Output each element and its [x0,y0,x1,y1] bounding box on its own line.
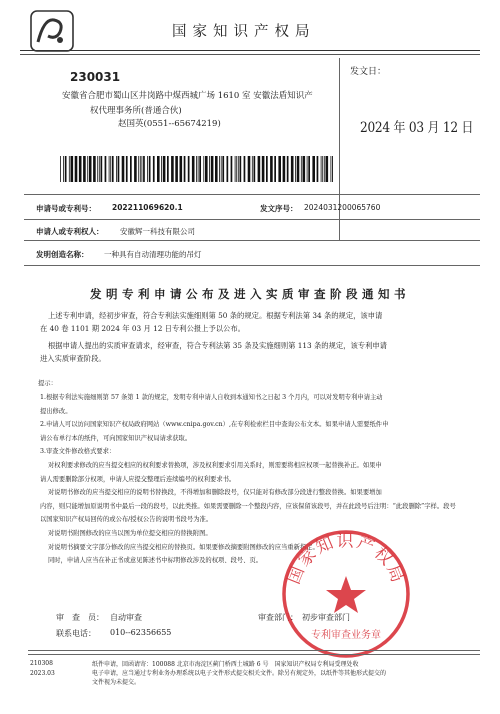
barcode-bar [266,156,268,182]
barcode-bar [149,156,151,182]
barcode-bar [105,156,107,182]
svg-text:国家知识产权局: 国家知识产权局 [283,531,409,588]
barcode-bar [93,156,96,182]
issue-date-label: 发文日： [350,67,387,77]
footer-rule-thin [28,654,480,655]
barcode-bar [134,156,137,182]
barcode-bar [227,156,229,182]
barcode-bar [278,156,281,182]
app-no-value: 202211069620.1 [112,203,183,212]
hint-line: 内容，则只能增加原说明书中最后一段的段号，以此类推。如果需要删除一个整段内容，应该保留该段号，并在此段号后注明：“此段删除”字样。段号 [40,502,456,510]
hint-line: 2.申请人可以访问国家知识产权局政府网站（www.cnipa.gov.cn）,在专利检索栏目中查询公布文本。如果申请人需要纸件申 [40,421,389,429]
hint-line: 对说明书摘要文字部分修改的应当提交相应的替换页。如果要修改摘要附图修改的应当重新指定。 [48,543,319,551]
barcode-bar [69,156,70,182]
barcode-bar [301,156,302,182]
applicant-value: 安徽辉一科技有限公司 [120,227,195,236]
hint-line: 对说明书修改的应当提交相应的说明书替换段，不得增加和删除段号，仅只能对有修改部分段进行整段替换。如果要增加 [48,489,382,497]
app-no-label: 申请号或专利号： [36,204,96,213]
form-version: 2023.03 [30,670,55,677]
examiner-label: 审 查 员： [56,613,104,622]
barcode-bar [140,156,141,182]
barcode-bar [295,156,296,182]
barcode-bar [199,156,201,182]
barcode-bar [196,156,197,182]
invention-value: 一种具有自动清理功能的吊灯 [104,250,202,259]
form-code: 210308 [30,660,53,667]
barcode-bar [83,156,86,182]
notice-para2-line1: 根据申请人提出的实质审查请求，经审查，符合专利法第 35 条及实施细则第 113 条的规定，该专利申请 [48,341,387,350]
barcode-bar [297,156,300,182]
invention-label: 发明创造名称： [36,250,89,259]
barcode-bar [116,156,117,182]
address-line-3: 赵国英(0551--65674219) [118,119,221,129]
barcode-bar [99,156,100,182]
barcode-bar [97,156,98,182]
barcode-bar [157,156,160,182]
postcode: 230031 [70,70,121,84]
barcode-bar [248,156,251,182]
row-divider [24,265,480,266]
barcode-bar [324,156,325,182]
barcode-bar [283,156,286,182]
barcode-bar [101,156,103,182]
barcode-bar [270,156,273,182]
footer-line-2: 电子申请，应当通过专利业务办理系统以电子文件形式提交相关文件。除另有规定外，以纸件等其他形式提交的 [92,670,387,677]
applicant-label: 申请人或专利权人： [36,227,104,236]
barcode-bar [122,156,125,182]
barcode-bar [303,156,306,182]
barcode-bar [75,156,78,182]
barcode-bar [326,156,329,182]
barcode-bar [205,156,208,182]
row-divider [24,240,480,241]
barcode-bar [231,156,233,182]
barcode [60,156,333,182]
barcode-bar [254,156,256,182]
barcode-bar [126,156,128,182]
hint-line: 同时，申请人应当在补正书或意见陈述书中标明修改涉及的权项、段号、页。 [48,557,263,565]
barcode-bar [317,156,319,182]
barcode-bar [180,156,183,182]
barcode-bar [244,156,246,182]
notice-para2-line2: 进入实质审查阶段。 [40,354,106,363]
hint-line: 以国家知识产权局回传的或公布/授权公告的说明书段号为准。 [40,516,213,524]
barcode-bar [209,156,210,182]
barcode-bar [143,156,145,182]
footer-line-3: 文件视为未提交。 [92,679,141,686]
barcode-bar [118,156,120,182]
barcode-bar [222,156,224,182]
notice-title: 发明专利申请公布及进入实质审查阶段通知书 [90,287,410,301]
barcode-bar [211,156,214,182]
barcode-bar [312,156,315,182]
barcode-bar [188,156,190,182]
barcode-bar [307,156,308,182]
barcode-bar [240,156,242,182]
phone-label: 联系电话： [56,629,96,638]
examiner-value: 自动审查 [110,613,142,622]
barcode-bar [153,156,155,182]
barcode-bar [221,156,222,182]
barcode-bar [163,156,166,182]
hint-line: 提出修改。 [40,407,72,415]
row-divider [24,194,480,195]
barcode-bar [63,156,64,182]
barcode-bar [308,156,310,182]
dept-label: 审查部门： [258,613,298,622]
barcode-bar [147,156,148,182]
barcode-bar [198,156,199,182]
notice-para1-line2: 在 40 卷 1101 期 2024 年 03 月 12 日专利公报上予以公布。 [40,324,245,333]
cnipa-logo-icon [30,10,74,52]
barcode-bar [235,156,236,182]
header-rule [20,50,480,51]
footer-line-1: 纸件申请，回函请寄：100088 北京市海淀区蓟门桥西土城路 6 号 国家知识产权局专利局受理处收 [92,661,359,668]
barcode-bar [184,156,186,182]
barcode-bar [109,156,110,182]
barcode-bar [252,156,253,182]
hint-line: 1.根据专利法实施细则第 57 条第 1 款的规定，发明专利申请人自收到本通知书之日起 3 个月内，可以对发明专利申请主动 [40,394,383,401]
barcode-bar [215,156,218,182]
barcode-bar [138,156,139,182]
barcode-bar [219,156,220,182]
official-seal-icon [276,524,416,664]
barcode-bar [291,156,294,182]
barcode-bar [89,156,92,182]
barcode-bar [60,156,61,182]
barcode-bar [112,156,114,182]
office-name: 国家知识产权局 [172,24,316,40]
barcode-bar [258,156,261,182]
barcode-bar [175,156,178,182]
svg-text:专利审查业务章: 专利审查业务章 [311,630,381,641]
barcode-bar [331,156,332,182]
barcode-bar [287,156,289,182]
address-line-2: 权代理事务所(普通合伙) [90,106,182,116]
hints-heading: 提示： [38,380,57,387]
barcode-bar [262,156,265,182]
address-line-1: 安徽省合肥市蜀山区井岗路中煤西城广场 1610 室 安徽法盾知识产 [62,91,313,101]
barcode-bar [203,156,204,182]
hint-line: 对说明书附图修改的应当以图为单位提交相应的替换附图。 [48,530,212,537]
hint-line: 3.审查文件修改格式要求： [40,448,116,456]
issue-date-value: 2024 年 03 月 12 日 [360,120,474,136]
barcode-bar [71,156,74,182]
barcode-bar [167,156,169,182]
header-rule-thin [20,54,480,55]
barcode-bar [110,156,111,182]
barcode-bar [65,156,67,182]
barcode-bar [79,156,82,182]
footer-rule [28,650,480,651]
barcode-bar [274,156,276,182]
dept-value: 初步审查部门 [302,613,350,622]
notice-para1-line1: 上述专利申请，经初步审查，符合专利法实施细则第 50 条的规定。根据专利法第 34 条的规定，该申请 [48,311,383,320]
barcode-bar [192,156,195,182]
barcode-bar [171,156,174,182]
phone-value: 010--62356655 [110,628,172,637]
serial-label: 发文序号： [260,204,298,213]
barcode-bar [321,156,322,182]
barcode-bar [142,156,143,182]
serial-value: 2024031200065760 [304,203,381,212]
barcode-bar [87,156,88,182]
barcode-bar [332,156,333,182]
barcode-bar [236,156,237,182]
barcode-bar [161,156,162,182]
hint-line: 请人需要删除部分权项，申请人应提交整理后连续编号的权利要求书。 [40,475,236,483]
barcode-bar [238,156,239,182]
row-divider [24,219,480,220]
hint-line: 请公布单行本的纸件，可向国家知识产权局请求获取。 [40,434,192,442]
hint-line: 对权利要求修改的应当提交相应的权利要求替换项，涉及权利要求引用关系时，则需要将相应权项一起替换补正。如果申 [48,462,382,469]
barcode-bar [130,156,132,182]
barcode-bar [322,156,323,182]
